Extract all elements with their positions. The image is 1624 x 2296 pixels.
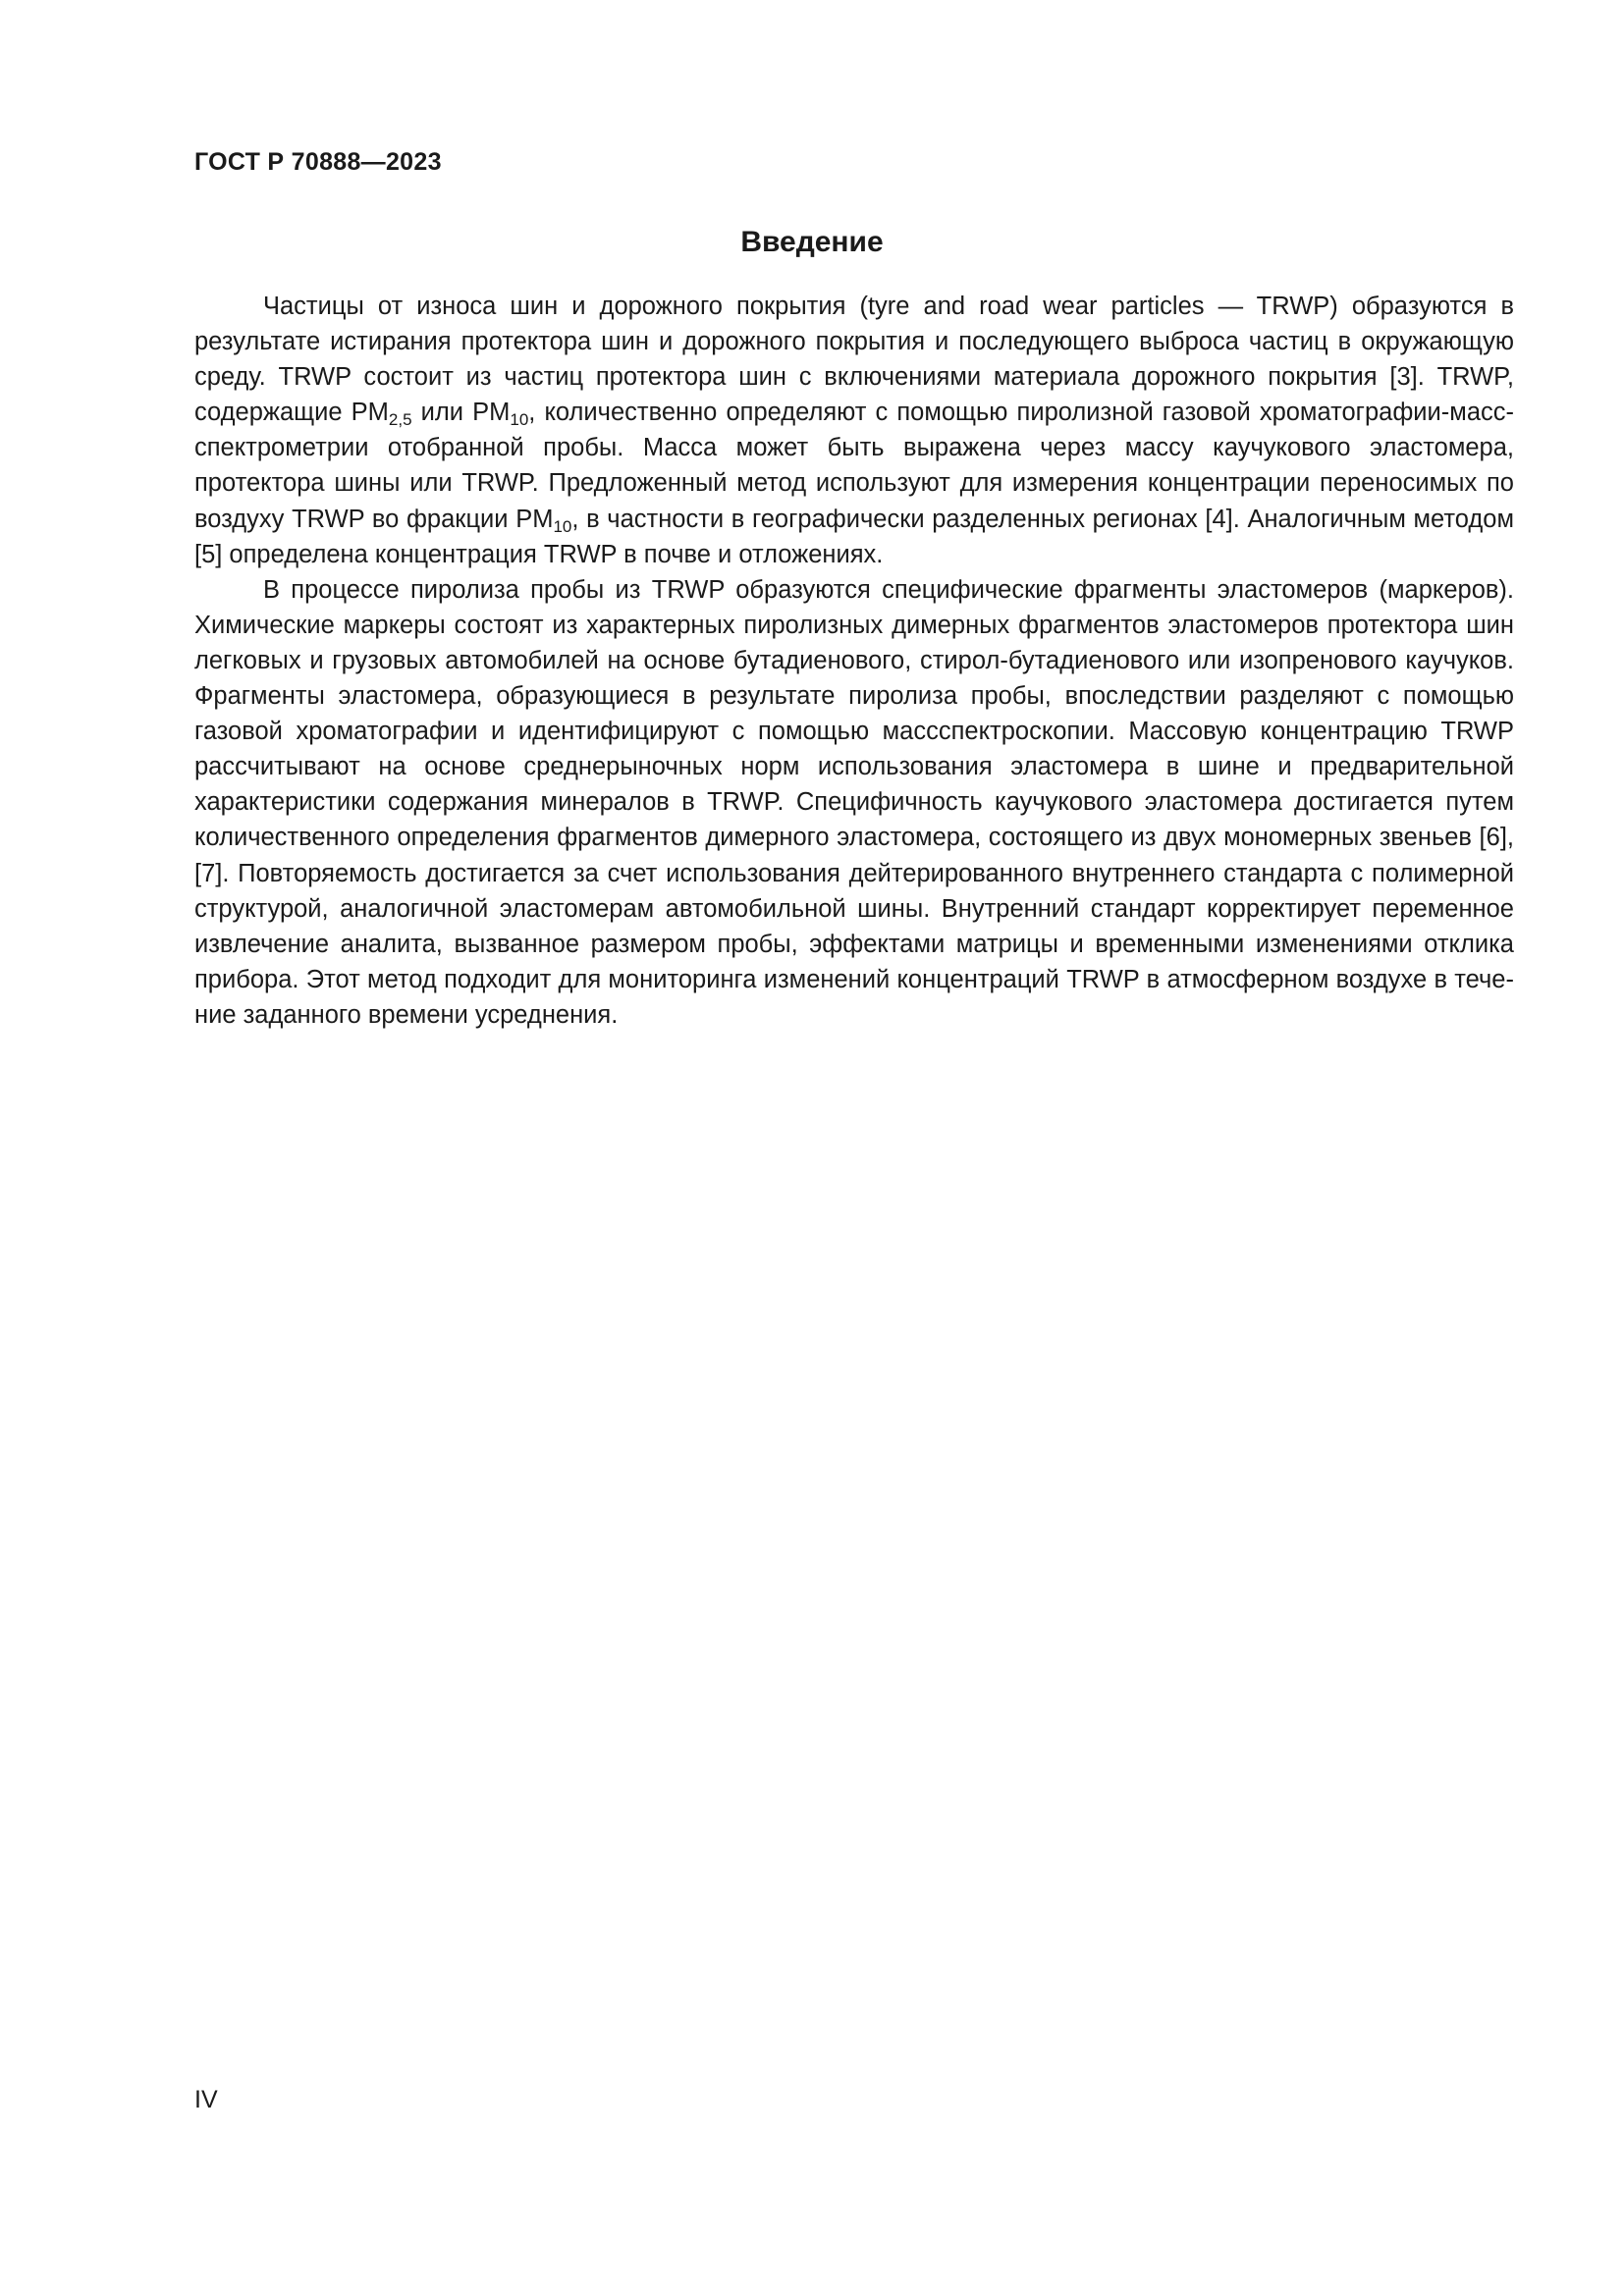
subscript-pm10-second: 10 [553, 516, 572, 536]
subscript-pm10-first: 10 [510, 410, 529, 430]
paragraph-1-text-b: или PM [411, 399, 511, 427]
paragraph-1-text-d: , в частности в географически разделенных регионах [4]. Аналогичным методом [5] определена концентрация TRWP в почве и отложениях. [194, 505, 1514, 568]
section-body [194, 289, 1514, 1033]
subscript-pm25: 2,5 [388, 410, 412, 430]
page-number: IV [194, 2086, 218, 2113]
paragraph-1 [194, 289, 1514, 572]
paragraph-1-text-c: , количественно определяют с помощью пиролизной газовой хроматографии-масс-спектрометрии отобранной пробы. Масса может быть выражена через массу каучукового эластомера, протектора шины или TRWP. Предложенный метод используют для измерения концентрации переносимых по воздуху TRWP во фракции PM [194, 399, 1514, 533]
paragraph-2: В процессе пиролиза пробы из TRWP образуются специфические фрагменты эластомеров (маркеров). Химические маркеры состоят из характерных пиролизных димерных фрагментов эластомеров протектора шин легковых и грузовых автомобилей на основе бутадиенового, стирол-бутадиенового или изопренового каучуков. Фрагменты эластомера, образующиеся в результате пиролиза пробы, впоследствии разделяют с помощью газовой хроматографии и идентифицируют с помощью массспектроскопии. Массовую концентрацию TRWP рассчитывают на основе среднерыночных норм использования эластомера в шине и предварительной характеристики содержания минералов в TRWP. Специфичность каучукового эластомера достигается путем количественного определения фрагментов димерного эластомера, состоящего из двух мономерных звеньев [6], [7]. Повторяемость достигается за счет использования дейтерированного внутреннего стандарта с полимерной структурой, аналогичной эластомерам автомобильной шины. Внутренний стандарт корректирует переменное извлечение аналита, вызванное размером пробы, эффектами матрицы и временными изменениями отклика прибора. Этот метод подходит для мониторинга изменений концентраций TRWP в атмосферном воздухе в течение заданного времени усреднения. [194, 575, 1514, 1029]
section-title: Введение [740, 226, 884, 258]
document-header: ГОСТ Р 70888—2023 [194, 148, 442, 176]
paragraph-1-text-a: Частицы от износа шин и дорожного покрытия (tyre and road wear particles — TRWP) образуются в результате истирания протектора шин и дорожного покрытия и последующего выброса частиц в окружающую среду. TRWP состоит из частиц протектора шин с включениями материала дорожного покрытия [3]. TRWP, содержащие PM [194, 293, 1514, 427]
